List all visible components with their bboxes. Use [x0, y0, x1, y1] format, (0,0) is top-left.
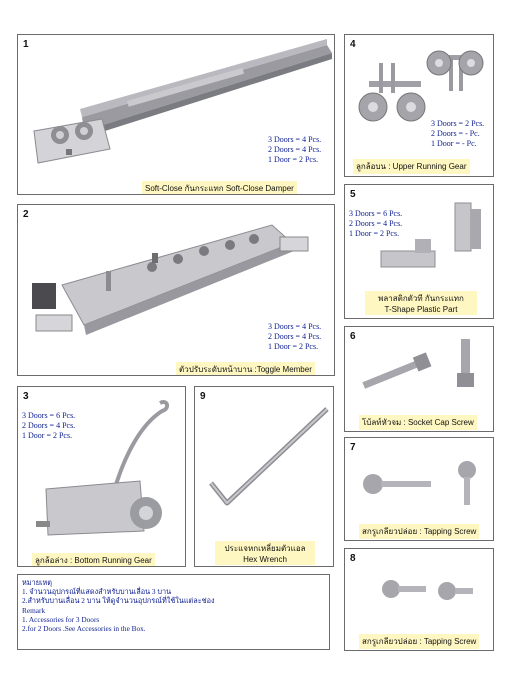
bottom-running-gear-icon	[28, 395, 178, 545]
panel-caption: Soft-Close กันกระแทก Soft-Close Damper	[142, 181, 297, 195]
quantity-list: 3 Doors = 4 Pcs. 2 Doors = 4 Pcs. 1 Door = 2 Pcs.	[268, 322, 322, 351]
panel-bottom-running-gear	[17, 386, 186, 567]
remark-line: 2.สำหรับบานเลื่อน 2 บาน ให้ดูจำนวนอุปกรณ์ที่ใช้ในแต่ละช่อง	[22, 596, 215, 606]
panel-caption: ลูกล้อล่าง : Bottom Running Gear	[32, 553, 155, 567]
panel-caption: ตัวปรับระดับหน้าบาน :Toggle Member	[176, 362, 315, 376]
panel-number: 5	[350, 189, 356, 200]
panel-tapping-screw	[344, 437, 494, 541]
panel-number: 1	[23, 39, 29, 50]
socket-cap-screw-icon	[351, 331, 491, 401]
panel-caption: สกรูเกลียวปล่อย : Tapping Screw	[359, 634, 479, 649]
panel-number: 7	[350, 442, 356, 453]
remark-line: Remark	[22, 605, 46, 615]
panel-caption: สกรูเกลียวปล่อย : Tapping Screw	[359, 524, 479, 539]
panel-number: 9	[200, 391, 206, 402]
panel-number: 4	[350, 39, 356, 50]
panel-caption: ประแจหกเหลี่ยมตัวแอล Hex Wrench	[215, 541, 315, 565]
t-shape-plastic-icon	[375, 199, 494, 279]
panel-caption: โบ้ลท์หัวจม : Socket Cap Screw	[359, 415, 477, 430]
panel-number: 3	[23, 391, 29, 402]
panel-number: 6	[350, 331, 356, 342]
panel-toggle-member	[17, 204, 335, 376]
tapping-screw-icon	[351, 450, 491, 510]
remark-line: 2.for 2 Doors .See Accessories in the Box.	[22, 624, 146, 634]
remark-box	[17, 574, 330, 650]
panel-tapping-screw-short	[344, 548, 494, 651]
hex-wrench-icon	[201, 399, 331, 509]
panel-upper-running-gear	[344, 34, 494, 177]
quantity-list: 3 Doors = 2 Pcs. 2 Doors = - Pc. 1 Door = - Pc.	[431, 119, 485, 148]
remark-line: หมายเหตุ	[22, 578, 53, 587]
remark-line: 1. Accessories for 3 Doors	[22, 614, 100, 624]
panel-soft-close-damper	[17, 34, 335, 195]
panel-socket-cap-screw	[344, 326, 494, 432]
panel-caption: พลาสติกตัวที กันกระแทก T-Shape Plastic Part	[365, 291, 477, 315]
panel-number: 2	[23, 209, 29, 220]
quantity-list: 3 Doors = 6 Pcs. 2 Doors = 4 Pcs. 1 Door = 2 Pcs.	[22, 411, 76, 440]
remark-line: 1. จำนวนอุปกรณ์ที่แสดงสำหรับบานเลื่อน 3 บาน	[22, 587, 172, 597]
panel-caption: ลูกล้อบน : Upper Running Gear	[353, 159, 470, 174]
tapping-screw-short-icon	[351, 565, 491, 615]
quantity-list: 3 Doors = 4 Pcs. 2 Doors = 4 Pcs. 1 Door = 2 Pcs.	[268, 135, 322, 164]
panel-number: 8	[350, 553, 356, 564]
panel-hex-wrench	[194, 386, 334, 567]
quantity-list: 3 Doors = 6 Pcs. 2 Doors = 4 Pcs. 1 Door = 2 Pcs.	[349, 209, 403, 238]
panel-t-shape-plastic	[344, 184, 494, 319]
